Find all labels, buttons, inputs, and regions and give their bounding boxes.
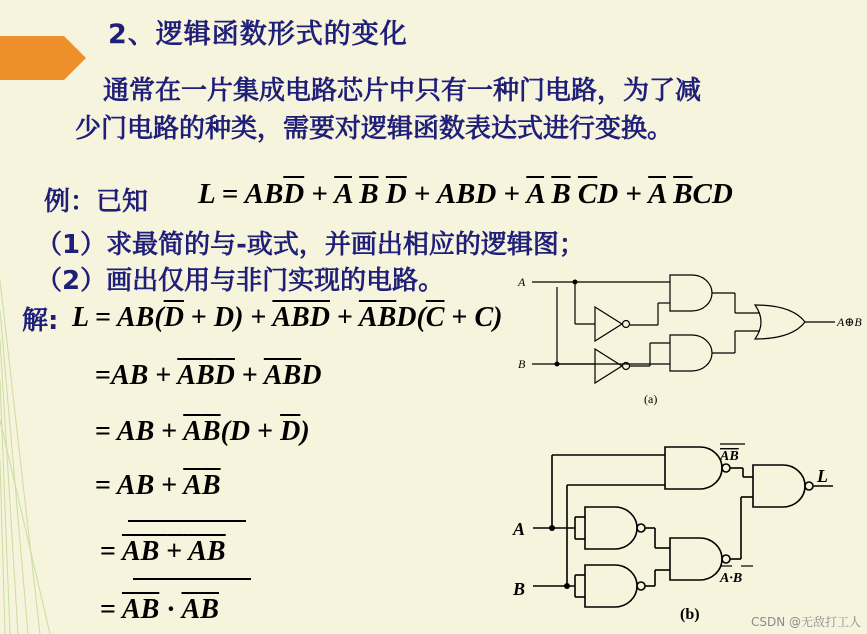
diagram-a-input-a: A — [518, 275, 526, 289]
diagram-a-input-b: B — [518, 357, 526, 371]
overbar-step-5 — [128, 520, 246, 522]
diagram-a-caption: (a) — [644, 392, 658, 406]
step-2: $=AB + \overline{A}\overline{B}\overline{D} + \overline{A}\overline{B}D$ — [95, 360, 322, 391]
logic-diagram-b — [505, 435, 867, 630]
watermark: CSDN @无敌打工人 — [750, 615, 861, 629]
diagram-b-input-a: A — [513, 519, 526, 539]
paragraph-line-1: 通常在一片集成电路芯片中只有一种门电路，为了减 — [103, 76, 702, 106]
given-expression: $L = AB\overline{D} + \overline{A}$ $\overline{B}$ $\overline{D}$ + ABD + $\overline{A}$ $\overline{B}$ $\overline{C}D + \overline{A}$ $\overline{B}CD$ — [198, 178, 733, 210]
step-1: $L = AB(\overline{D} + D) + \overline{ABD} + \overline{AB}D(\overline{C} + C)$ — [72, 302, 503, 333]
diagram-b-output: L — [817, 466, 828, 486]
diagram-b-label-top: AB — [720, 449, 739, 464]
slide-arrow-icon — [0, 36, 86, 80]
question-2: （2）画出仅用与非门实现的电路。 — [36, 266, 445, 296]
step-3: = AB + $\overline{A}\overline{B}(D + \overline{D})$ — [95, 416, 310, 447]
step-4: = AB + $\overline{A}\overline{B}$ — [95, 470, 221, 501]
diagram-b-caption: (b) — [680, 606, 700, 623]
diagram-b-input-b: B — [513, 579, 526, 599]
diagram-a-output: A⊕B — [837, 315, 862, 329]
step-6: = $\overline{AB}$ · AB — [100, 594, 219, 625]
slide-heading: 2、逻辑函数形式的变化 — [108, 19, 408, 50]
logic-diagram-a — [510, 265, 867, 410]
decorative-lines — [0, 80, 60, 634]
paragraph-line-2: 少门电路的种类，需要对逻辑函数表达式进行变换。 — [75, 114, 674, 144]
example-label: 例：已知 — [44, 187, 149, 217]
step-5: = AB + AB — [100, 536, 226, 567]
solution-label: 解: — [22, 306, 59, 336]
question-1: （1）求最简的与-或式，并画出相应的逻辑图； — [36, 230, 585, 260]
overbar-step-6 — [133, 578, 251, 580]
diagram-b-label-bottom: A·B — [720, 571, 743, 586]
